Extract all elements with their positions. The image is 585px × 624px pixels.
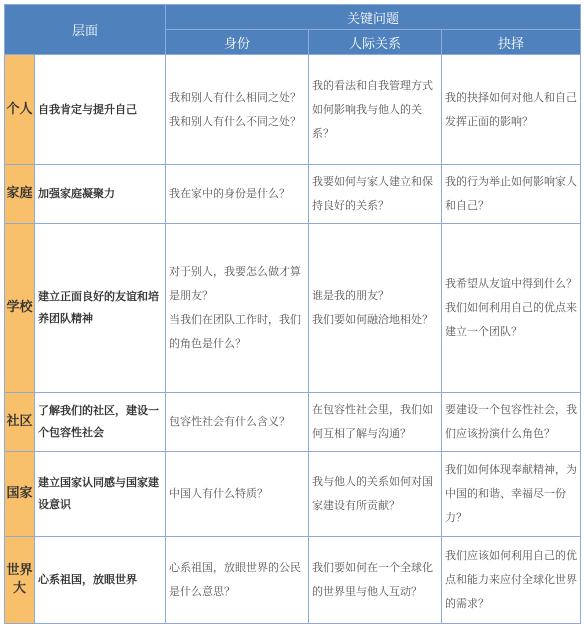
choice-cell <box>442 55 581 165</box>
goal-cell: 心系祖国，放眼世界 <box>35 537 166 624</box>
question-text: 谁是我的朋友？ <box>312 289 390 302</box>
identity-cell <box>166 55 309 165</box>
goal-cell: 建立国家认同感与国家建设意识 <box>35 452 166 537</box>
question-text: 我的看法和自我管理方式如何影响我与他人的关系？ <box>312 78 434 140</box>
identity-cell <box>166 393 309 452</box>
question-text: 包容性社会有什么含义？ <box>169 415 291 428</box>
layer-cell: 家庭 <box>5 165 35 224</box>
question-text: 我们应该如何利用自己的优点和能力来应付全球化世界的需求？ <box>445 549 578 610</box>
question-text: 我希望从友谊中得到什么？ <box>445 277 578 290</box>
header-dimension: 层面 <box>5 5 166 55</box>
layer-cell: 社区 <box>5 393 35 452</box>
choice-cell <box>442 452 581 537</box>
question-text: 要建设一个包容性社会，我们应该扮演什么角色？ <box>445 403 578 440</box>
table-row <box>5 224 581 393</box>
table-row <box>5 393 581 452</box>
goal-cell: 加强家庭凝聚力 <box>35 165 166 224</box>
relationship-cell <box>309 224 442 393</box>
table-row <box>5 537 581 624</box>
identity-cell <box>166 224 309 393</box>
question-text: 我要如何与家人建立和保持良好的关系？ <box>312 175 434 212</box>
layer-cell: 个人 <box>5 55 35 165</box>
header-relationships: 人际关系 <box>309 30 442 55</box>
goal-cell: 自我肯定与提升自己 <box>35 55 166 165</box>
question-text: 当我们在团队工作时，我们的角色是什么？ <box>169 313 302 350</box>
choice-cell <box>442 393 581 452</box>
identity-cell <box>166 165 309 224</box>
key-questions-table <box>4 4 581 624</box>
question-text: 我和别人有什么相同之处？ <box>169 90 302 104</box>
question-text: 心系祖国，放眼世界的公民是什么意思？ <box>169 561 302 598</box>
header-key-questions: 关键问题 <box>166 5 581 30</box>
question-text: 我与他人的关系如何对国家建设有所贡献？ <box>312 475 434 512</box>
table-row <box>5 452 581 537</box>
relationship-cell <box>309 393 442 452</box>
identity-cell <box>166 537 309 624</box>
header-choices: 抉择 <box>442 30 581 55</box>
question-text: 我的抉择如何对他人和自己发挥正面的影响？ <box>445 90 578 128</box>
question-text: 我们如何体现奉献精神，为中国的和谐、幸福尽一份力？ <box>445 463 578 524</box>
relationship-cell <box>309 165 442 224</box>
relationship-cell <box>309 55 442 165</box>
question-text: 我们要如何融洽地相处？ <box>312 313 434 326</box>
goal-cell: 建立正面良好的友谊和培养团队精神 <box>35 224 166 393</box>
question-text: 中国人有什么特质？ <box>169 487 269 500</box>
values-education-table-container <box>4 4 581 624</box>
question-text: 我和别人有什么不同之处？ <box>169 114 302 128</box>
header-identity: 身份 <box>166 30 309 55</box>
question-text: 我们如何利用自己的优点来建立一个团队？ <box>445 301 578 338</box>
choice-cell <box>442 537 581 624</box>
identity-cell <box>166 452 309 537</box>
question-text: 我在家中的身份是什么？ <box>169 187 291 200</box>
question-text: 我的行为举止如何影响家人和自己？ <box>445 175 578 212</box>
layer-cell: 国家 <box>5 452 35 537</box>
choice-cell <box>442 165 581 224</box>
question-text: 在包容性社会里，我们如何互相了解与沟通？ <box>312 403 434 440</box>
layer-cell: 世界大 <box>5 537 35 624</box>
goal-cell: 了解我们的社区，建设一个包容性社会 <box>35 393 166 452</box>
table-row <box>5 165 581 224</box>
relationship-cell <box>309 452 442 537</box>
relationship-cell <box>309 537 442 624</box>
layer-cell: 学校 <box>5 224 35 393</box>
table-row <box>5 55 581 165</box>
question-text: 我们要如何在一个全球化的世界里与他人互动？ <box>312 561 434 598</box>
question-text: 对于别人，我要怎么做才算是朋友？ <box>169 265 302 302</box>
choice-cell <box>442 224 581 393</box>
